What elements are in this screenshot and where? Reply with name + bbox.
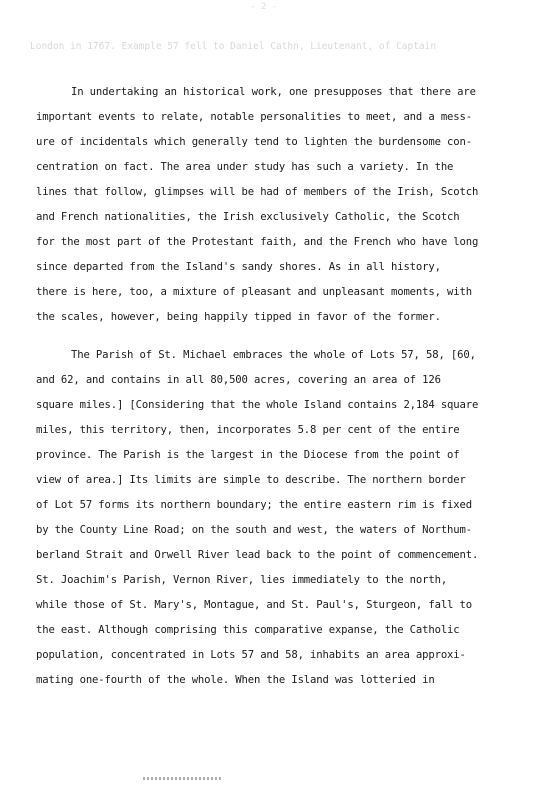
- paragraph-2-line-12: the east. Although comprising this comparative expanse, the Catholic: [36, 624, 460, 636]
- bleed-through-page-number: - 2 -: [250, 2, 278, 12]
- paragraph-1-line-8: since departed from the Island's sandy shores. As in all history,: [36, 261, 441, 273]
- paragraph-1-line-1: In undertaking an historical work, one presupposes that there are: [71, 86, 476, 98]
- paragraph-1-line-3: ure of incidentals which generally tend to lighten the burdensome con-: [36, 136, 472, 148]
- paragraph-gap: [36, 330, 526, 343]
- paragraph-2-line-9: berland Strait and Orwell River lead back to the point of commencement.: [36, 549, 479, 561]
- paragraph-1-line-4: centration on fact. The area under study has such a variety. In the: [36, 161, 454, 173]
- paragraph-1-line-10: the scales, however, being happily tipped in favor of the former.: [36, 311, 441, 323]
- paragraph-1-line-7: for the most part of the Protestant faith, and the French who have long: [36, 236, 479, 248]
- bleed-through-line: London in 1767. Example 57 fell to Daniel Cathn, Lieutenant, of Captain: [30, 41, 437, 52]
- paragraph-1-line-5: lines that follow, glimpses will be had of members of the Irish, Scotch: [36, 186, 479, 198]
- paragraph-1-line-2: important events to relate, notable personalities to meet, and a mess-: [36, 111, 472, 123]
- paragraph-1-line-9: there is here, too, a mixture of pleasant and unpleasant moments, with: [36, 286, 472, 298]
- paragraph-2-line-14: mating one-fourth of the whole. When the Island was lotteried in: [36, 674, 435, 686]
- body-text: [36, 80, 526, 693]
- paragraph-2-line-13: population, concentrated in Lots 57 and 58, inhabits an area approxi-: [36, 649, 466, 661]
- paragraph-2-line-6: view of area.] Its limits are simple to describe. The northern border: [36, 474, 466, 486]
- paragraph-2-line-10: St. Joachim's Parish, Vernon River, lies immediately to the north,: [36, 574, 448, 586]
- scan-smudge-mark: [143, 777, 221, 780]
- paragraph-2-line-11: while those of St. Mary's, Montague, and St. Paul's, Sturgeon, fall to: [36, 599, 472, 611]
- paragraph-1-line-6: and French nationalities, the Irish exclusively Catholic, the Scotch: [36, 211, 460, 223]
- paragraph-2-line-8: by the County Line Road; on the south and west, the waters of Northum-: [36, 524, 472, 536]
- paragraph-2-line-7: of Lot 57 forms its northern boundary; the entire eastern rim is fixed: [36, 499, 472, 511]
- paragraph-2-line-4: miles, this territory, then, incorporates 5.8 per cent of the entire: [36, 424, 460, 436]
- paragraph-2-line-1: The Parish of St. Michael embraces the whole of Lots 57, 58, [60,: [71, 349, 476, 361]
- paragraph-2-line-2: and 62, and contains in all 80,500 acres, covering an area of 126: [36, 374, 441, 386]
- bleed-through-text: [30, 40, 550, 54]
- paragraph-2-line-5: province. The Parish is the largest in the Diocese from the point of: [36, 449, 460, 461]
- paragraph-2-line-3: square miles.] [Considering that the whole Island contains 2,184 square: [36, 399, 479, 411]
